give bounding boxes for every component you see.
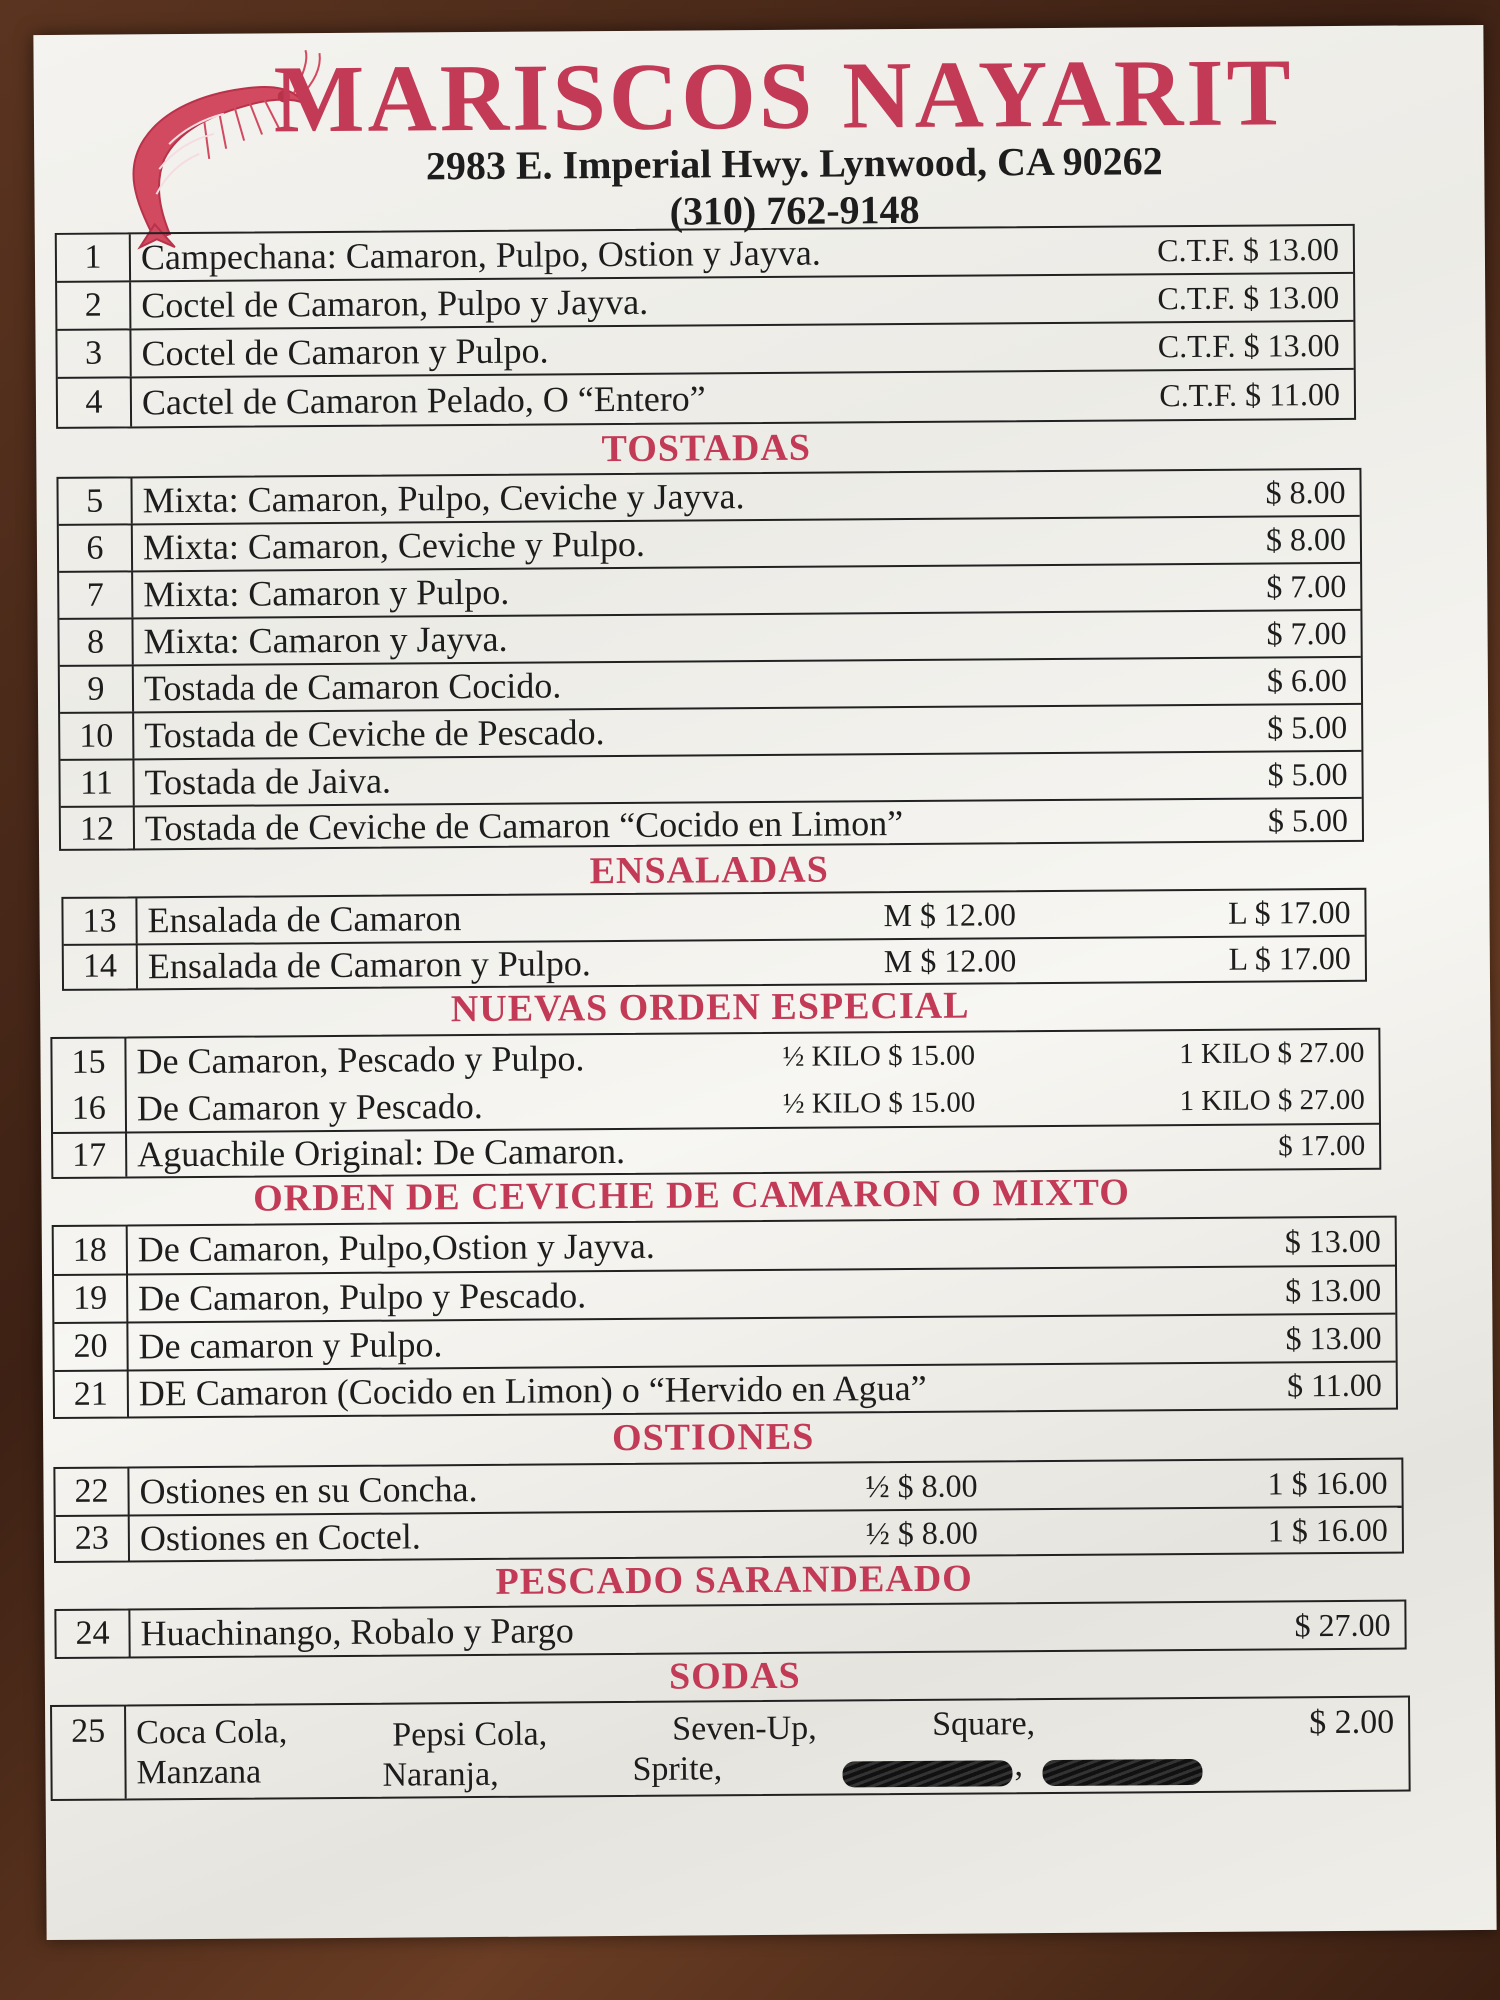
sodas-table xyxy=(50,1696,1411,1801)
soda-naranja: Naranja, xyxy=(382,1755,499,1794)
item-price: $ 17.00 xyxy=(1278,1129,1366,1163)
item-number: 7 xyxy=(59,572,133,618)
item-description: Coctel de Camaron, Pulpo y Jayva. xyxy=(141,281,649,326)
item-number: 25 xyxy=(52,1706,127,1799)
item-number: 17 xyxy=(53,1133,127,1177)
item-description: Huachinango, Robalo y Pargo xyxy=(140,1610,574,1654)
item-number: 15 xyxy=(52,1038,126,1086)
ostiones-table xyxy=(53,1458,1404,1563)
soda-square: Square, xyxy=(932,1705,1036,1743)
especial-heading: NUEVAS ORDEN ESPECIAL xyxy=(450,984,970,1031)
item-number: 1 xyxy=(57,234,131,281)
item-number: 20 xyxy=(54,1323,128,1370)
menu-row xyxy=(56,1508,1402,1561)
item-price: $ 8.00 xyxy=(1265,520,1347,558)
item-price: $ 11.00 xyxy=(1286,1366,1382,1404)
item-number: 19 xyxy=(54,1275,128,1322)
sodas-heading: SODAS xyxy=(668,1654,801,1698)
item-description: Ostiones en Coctel. xyxy=(139,1516,421,1559)
item-description: Tostada de Ceviche de Pescado. xyxy=(144,712,605,756)
soda-separator: , xyxy=(1014,1746,1024,1784)
item-number: 9 xyxy=(60,666,134,712)
item-price: $ 13.00 xyxy=(1285,1319,1382,1357)
scribbled-out-flavor xyxy=(1042,1759,1202,1786)
item-price: C.T.F. $ 13.00 xyxy=(1157,326,1340,365)
item-price: $ 13.00 xyxy=(1285,1271,1382,1309)
soda-coca-cola: Coca Cola, xyxy=(136,1713,288,1752)
item-description: Tostada de Ceviche de Camaron “Cocido en Limon” xyxy=(144,803,904,849)
dozen-price: 1 $ 16.00 xyxy=(1267,1464,1388,1502)
scribbled-out-flavor xyxy=(842,1760,1012,1787)
especial-table xyxy=(50,1028,1381,1179)
item-description: Campechana: Camaron, Pulpo, Ostion y Jayva. xyxy=(140,232,821,278)
ostiones-heading: OSTIONES xyxy=(611,1415,815,1460)
item-number: 21 xyxy=(55,1371,129,1417)
item-price: $ 5.00 xyxy=(1267,708,1348,746)
item-description: De camaron y Pulpo. xyxy=(138,1324,443,1367)
restaurant-phone: (310) 762-9148 xyxy=(669,186,920,234)
medium-price: M $ 12.00 xyxy=(883,942,1017,980)
soda-pepsi-cola: Pepsi Cola, xyxy=(392,1715,548,1754)
item-description: Mixta: Camaron, Ceviche y Pulpo. xyxy=(142,523,646,568)
large-price: L $ 17.00 xyxy=(1228,939,1351,977)
menu-row xyxy=(55,1363,1396,1417)
item-description: Tostada de Jaiva. xyxy=(144,760,392,803)
item-description: Ensalada de Camaron xyxy=(147,898,462,941)
cocteles-table xyxy=(55,224,1356,429)
medium-price: M $ 12.00 xyxy=(883,896,1017,934)
item-description: De Camaron, Pulpo y Pescado. xyxy=(138,1275,587,1319)
item-number: 2 xyxy=(57,282,131,329)
soda-sprite: Sprite, xyxy=(632,1750,723,1788)
dozen-price: 1 $ 16.00 xyxy=(1267,1511,1388,1549)
item-description: De Camaron, Pescado y Pulpo. xyxy=(136,1038,585,1082)
menu-row xyxy=(58,370,1354,427)
item-number: 22 xyxy=(55,1468,129,1515)
soda-manzana: Manzana xyxy=(136,1753,262,1792)
item-price: $ 7.00 xyxy=(1266,567,1347,605)
item-description: Cactel de Camaron Pelado, O “Entero” xyxy=(141,378,706,423)
item-description: De Camaron, Pulpo,Ostion y Jayva. xyxy=(137,1225,655,1270)
item-description: Ensalada de Camaron y Pulpo. xyxy=(147,943,591,987)
item-price: C.T.F. $ 13.00 xyxy=(1157,278,1340,317)
restaurant-name: MARISCOS NAYARIT xyxy=(273,38,1294,153)
tostadas-table xyxy=(56,468,1364,851)
item-description: Mixta: Camaron y Pulpo. xyxy=(143,571,510,615)
item-number: 23 xyxy=(56,1516,130,1561)
item-description: Aguachile Original: De Camaron. xyxy=(137,1130,626,1175)
tostadas-heading: TOSTADAS xyxy=(601,426,812,471)
half-kilo-price: ½ KILO $ 15.00 xyxy=(782,1039,976,1073)
kilo-price: 1 KILO $ 27.00 xyxy=(1179,1083,1365,1118)
item-number: 8 xyxy=(59,619,133,665)
item-number: 5 xyxy=(58,478,132,524)
menu-row xyxy=(56,1602,1404,1657)
item-number: 6 xyxy=(59,525,133,571)
item-description: Tostada de Camaron Cocido. xyxy=(143,665,562,709)
pescado-heading: PESCADO SARANDEADO xyxy=(495,1557,973,1603)
item-number: 4 xyxy=(58,378,132,427)
item-description: Ostiones en su Concha. xyxy=(139,1469,478,1512)
menu-row xyxy=(64,936,1365,989)
item-price: $ 6.00 xyxy=(1266,661,1348,699)
menu-row xyxy=(61,799,1362,851)
ceviche-heading: ORDEN DE CEVICHE DE CAMARON O MIXTO xyxy=(253,1171,1130,1220)
half-kilo-price: ½ KILO $ 15.00 xyxy=(782,1086,976,1120)
ensaladas-table xyxy=(61,888,1367,991)
item-number: 18 xyxy=(54,1226,128,1274)
item-price: $ 13.00 xyxy=(1284,1222,1381,1260)
item-number: 24 xyxy=(56,1610,130,1657)
menu-sheet xyxy=(33,25,1496,1940)
item-description: Coctel de Camaron y Pulpo. xyxy=(141,330,549,374)
item-price: $ 8.00 xyxy=(1265,473,1346,511)
restaurant-address: 2983 E. Imperial Hwy. Lynwood, CA 90262 xyxy=(425,138,1163,189)
item-price: $ 7.00 xyxy=(1266,614,1347,652)
item-number: 14 xyxy=(64,944,138,989)
item-description: Mixta: Camaron y Jayva. xyxy=(143,618,508,662)
item-number: 10 xyxy=(60,713,134,759)
item-number: 13 xyxy=(63,898,137,944)
large-price: L $ 17.00 xyxy=(1228,893,1351,931)
item-price: C.T.F. $ 11.00 xyxy=(1159,375,1341,414)
item-price: $ 27.00 xyxy=(1294,1606,1391,1644)
item-number: 3 xyxy=(57,330,131,377)
half-dozen-price: ½ $ 8.00 xyxy=(865,1467,978,1505)
item-number: 16 xyxy=(53,1085,127,1132)
kilo-price: 1 KILO $ 27.00 xyxy=(1179,1036,1365,1071)
soda-price: $ 2.00 xyxy=(1309,1703,1395,1742)
item-number: 12 xyxy=(61,807,135,851)
soda-seven-up: Seven-Up, xyxy=(672,1709,817,1748)
ensaladas-heading: ENSALADAS xyxy=(589,848,829,893)
ceviche-table xyxy=(52,1216,1398,1419)
item-price: C.T.F. $ 13.00 xyxy=(1157,230,1340,269)
item-price: $ 5.00 xyxy=(1267,801,1349,839)
item-description: Mixta: Camaron, Pulpo, Ceviche y Jayva. xyxy=(142,476,745,521)
item-price: $ 5.00 xyxy=(1267,755,1348,793)
item-description: DE Camaron (Cocido en Limon) o “Hervido en Agua” xyxy=(138,1367,927,1414)
item-number: 11 xyxy=(60,760,134,806)
half-dozen-price: ½ $ 8.00 xyxy=(865,1514,978,1552)
item-description: De Camaron y Pescado. xyxy=(136,1085,483,1129)
